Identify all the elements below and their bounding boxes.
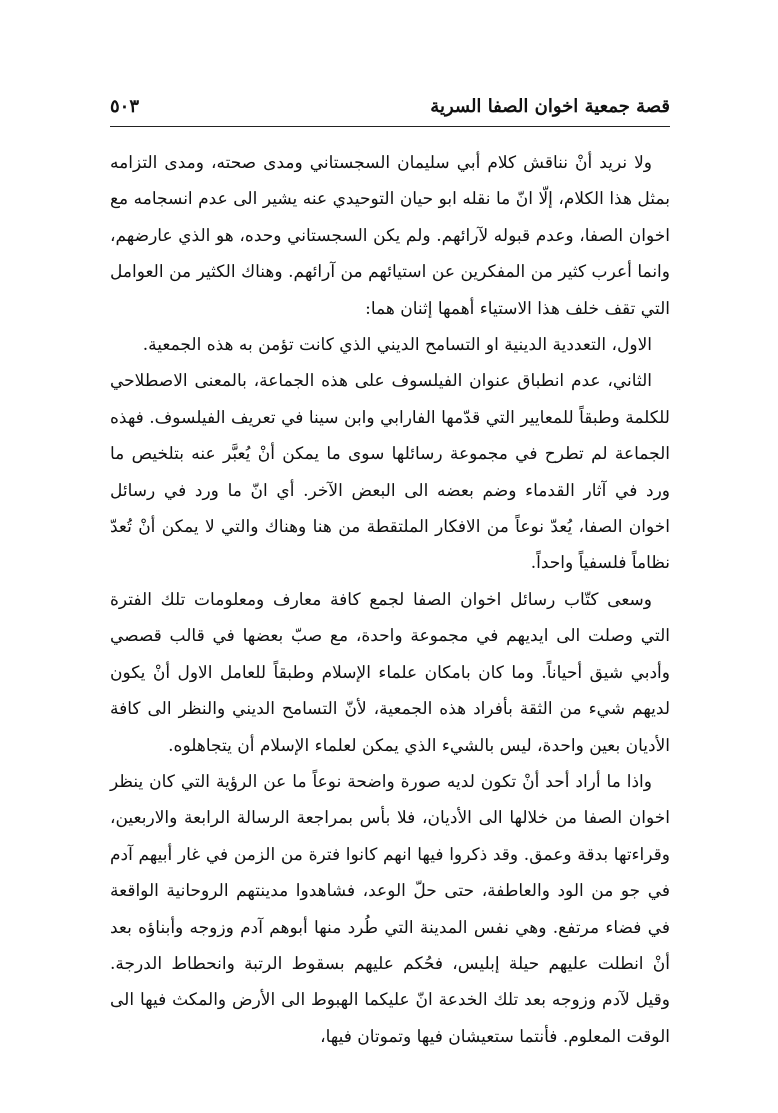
paragraph: الاول، التعددية الدينية او التسامح الديني الذي كانت تؤمن به هذه الجمعية. (142, 335, 652, 356)
paragraph: وسعى كتّاب رسائل اخوان الصفا لجمع كافة معارف ومعلومات تلك الفترة التي وصلت الى ايديهم في مجموعة واحدة، مع صبّ بعضها في قالب قصصي وأدبي شيق أحياناً. وما كان بامكان علماء الإسلام وطبقاً للعامل الاول أنْ يكون لديهم شيء من الثقة بأفراد هذه الجمعية، لأنّ التسامح الديني والنظر الى كافة الأديان بعين واحدة، ليس بالشيء الذي يمكن لعلماء الإسلام أن يتجاهلوه. (110, 589, 670, 756)
running-title: قصة جمعية اخوان الصفا السرية (430, 96, 670, 117)
paragraph: واذا ما أراد أحد أنْ تكون لديه صورة واضحة نوعاً ما عن الرؤية التي كان ينظر اخوان الصفا من خلالها الى الأديان، فلا بأس بمراجعة الرسالة الرابعة والاربعين، وقراءتها بدقة وعمق. وقد ذكروا فيها انهم كانوا فترة من الزمن في غار أبيهم آدم في جو من الود والعاطفة، حتى حلّ الوعد، فشاهدوا مدينتهم الروحانية الواقعة في فضاء مرتفع. وهي نفس المدينة التي طُرد منها أبوهم آدم وزوجه وأبناؤه بعد أنْ انطلت عليهم حيلة إبليس، فحُكم عليهم بسقوط الرتبة وانحطاط الدرجة. وقيل لآدم وزوجه بعد تلك الخدعة انّ عليكما الهبوط الى الأرض والمكث فيها الى الوقت المعلوم. فأنتما ستعيشان فيها وتموتان فيها، (110, 771, 670, 1047)
body-text (110, 145, 670, 1055)
paragraph: الثاني، عدم انطباق عنوان الفيلسوف على هذه الجماعة، بالمعنى الاصطلاحي للكلمة وطبقاً للمعايير التي قدّمها الفارابي وابن سينا في تعريف الفيلسوف. فهذه الجماعة لم تطرح في مجموعة رسائلها سوى ما يمكن أنْ يُعبَّر عنه بتلخيص ما ورد في آثار القدماء وضم بعضه الى البعض الآخر. أي انّ ما ورد في رسائل اخوان الصفا، يُعدّ نوعاً من الافكار الملتقطة من هنا وهناك والتي لا يمكن أنْ تُعدّ نظاماً فلسفياً واحداً. (110, 371, 670, 574)
page-number: ٥٠٣ (110, 96, 140, 117)
paragraph: ولا نريد أنْ نناقش كلام أبي سليمان السجستاني ومدى صحته، ومدى التزامه بمثل هذا الكلام، إلّا انّ ما نقله ابو حيان التوحيدي عنه يشير الى عدم انسجامه مع اخوان الصفا، وعدم قبوله لآرائهم. ولم يكن السجستاني وحده، هو الذي عارضهم، وانما أعرب كثير من المفكرين عن استيائهم من آرائهم. وهناك الكثير من العوامل التي تقف خلف هذا الاستياء أهمها إثنان هما: (110, 153, 670, 319)
running-header (110, 92, 670, 127)
